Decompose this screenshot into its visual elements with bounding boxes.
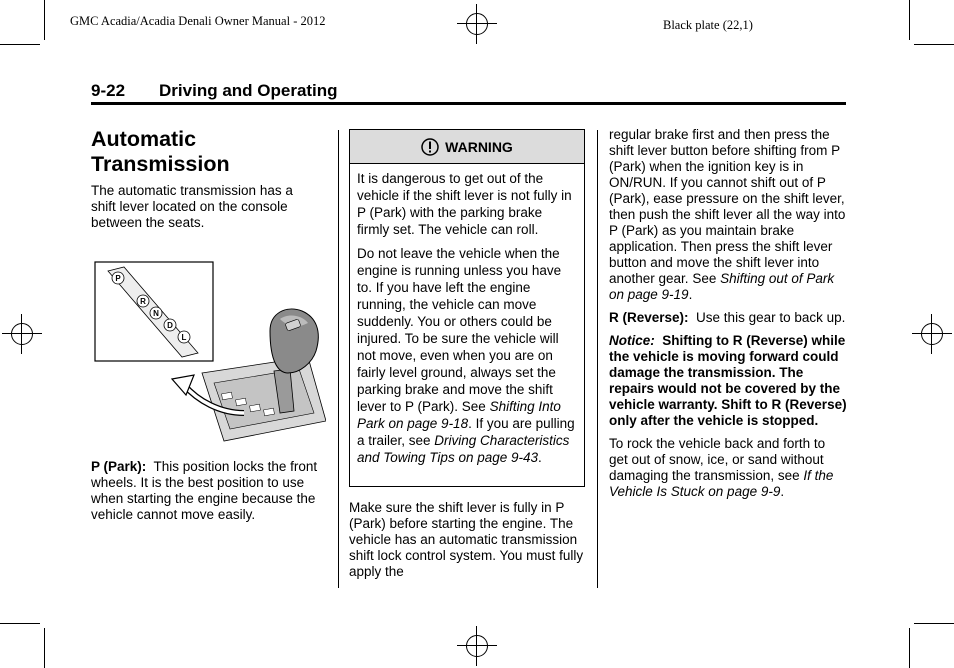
park-label: P (Park): [91, 459, 147, 474]
warning-title: WARNING [445, 138, 513, 155]
crop-mark [0, 44, 40, 45]
vehicle-stuck-link[interactable]: If the Vehicle Is Stuck on page 9-9 [609, 468, 834, 499]
right-column [609, 127, 847, 507]
notice-label: Notice: [609, 333, 655, 348]
shift-lever-illustration [94, 261, 326, 444]
crop-mark [44, 628, 45, 668]
shift-lock-paragraph: Make sure the shift lever is fully in P (Park) before starting the engine. The vehicle has an automatic transmission shift lock control system. You must fully apply the [349, 500, 584, 579]
crop-mark [0, 623, 40, 624]
shifting-into-park-link[interactable]: Shifting Into Park on page 9-18 [357, 399, 561, 431]
reverse-label: R (Reverse): [609, 310, 689, 325]
page-title: Automatic Transmission [91, 127, 230, 176]
section-title: Driving and Operating [159, 81, 338, 100]
gear-letter: L [181, 333, 187, 342]
body-text: regular brake first and then press the shift lever button before shifting from P (Park) when the ignition key is in ON/RUN. If you cannot shift out of P (Park), ease pressure on the shift lever, then push the shift lever all the way into P (Park) as you maintain brake application. Then press the shift lever button and move the shift lever into another gear. See [609, 127, 846, 286]
warning-text: . If you are pulling a trailer, see [357, 416, 575, 448]
notice-paragraph [609, 333, 847, 429]
registration-mark [912, 314, 952, 354]
crop-mark [914, 623, 954, 624]
gear-letter: D [167, 321, 173, 330]
warning-text: . [538, 450, 542, 465]
warning-header [350, 130, 584, 164]
body-text: . [780, 484, 785, 499]
warning-paragraph-1: It is dangerous to get out of the vehicle if the shift lever is not fully in P (Park) with the parking brake firmly set. The vehicle can roll. [357, 171, 572, 237]
section-header [91, 81, 846, 101]
warning-body [350, 164, 584, 466]
shifting-out-of-park-link[interactable]: Shifting out of Park on page 9-19 [609, 271, 835, 302]
gear-letter: P [115, 274, 121, 283]
body-text: . [688, 287, 693, 302]
registration-mark [457, 4, 497, 44]
body-text: To rock the vehicle back and forth to get out of snow, ice, or sand without damaging the transmission, see [609, 436, 826, 483]
warning-paragraph-2 [357, 245, 577, 466]
notice-text: Shifting to R (Reverse) while the vehicle is moving forward could damage the transmission. The repairs would not be covered by the vehicle warranty. Shift to R (Reverse) only after the vehicle is stopped. [609, 333, 847, 428]
plate-label: Black plate (22,1) [663, 18, 753, 32]
gear-letter: R [140, 297, 146, 306]
crop-mark [909, 628, 910, 668]
reverse-text: Use this gear to back up. [696, 310, 846, 325]
towing-tips-link[interactable]: Driving Characteristics and Towing Tips on page 9-43 [357, 433, 570, 465]
park-paragraph [91, 459, 319, 523]
rock-paragraph [609, 436, 847, 500]
crop-mark [44, 0, 45, 40]
warning-icon [421, 138, 439, 156]
park-text: This position locks the front wheels. It is the best position to use when starting the engine because the vehicle cannot move easily. [91, 459, 318, 522]
shift-out-paragraph [609, 127, 847, 303]
shift-lever-drawing [94, 261, 326, 444]
manual-title: GMC Acadia/Acadia Denali Owner Manual - 2012 [70, 14, 326, 28]
warning-text: Do not leave the vehicle when the engine is running unless you have to. If you have left the engine running, the vehicle can move suddenly. You or others could be injured. To be sure the vehicle will not move, even when you are on fairly level ground, always set the parking brake and move the shift lever to P (Park). See [357, 246, 562, 414]
intro-text: The automatic transmission has a shift lever located on the console between the seats. [91, 183, 293, 230]
section-rule [91, 102, 846, 105]
gear-letter: N [153, 309, 159, 318]
warning-box [349, 129, 585, 487]
page-number: 9-22 [91, 81, 126, 100]
crop-mark [909, 0, 910, 40]
registration-mark [2, 314, 42, 354]
crop-mark [914, 44, 954, 45]
reverse-paragraph [609, 310, 847, 326]
column-divider [597, 130, 598, 588]
column-divider [338, 130, 339, 588]
registration-mark [457, 626, 497, 666]
